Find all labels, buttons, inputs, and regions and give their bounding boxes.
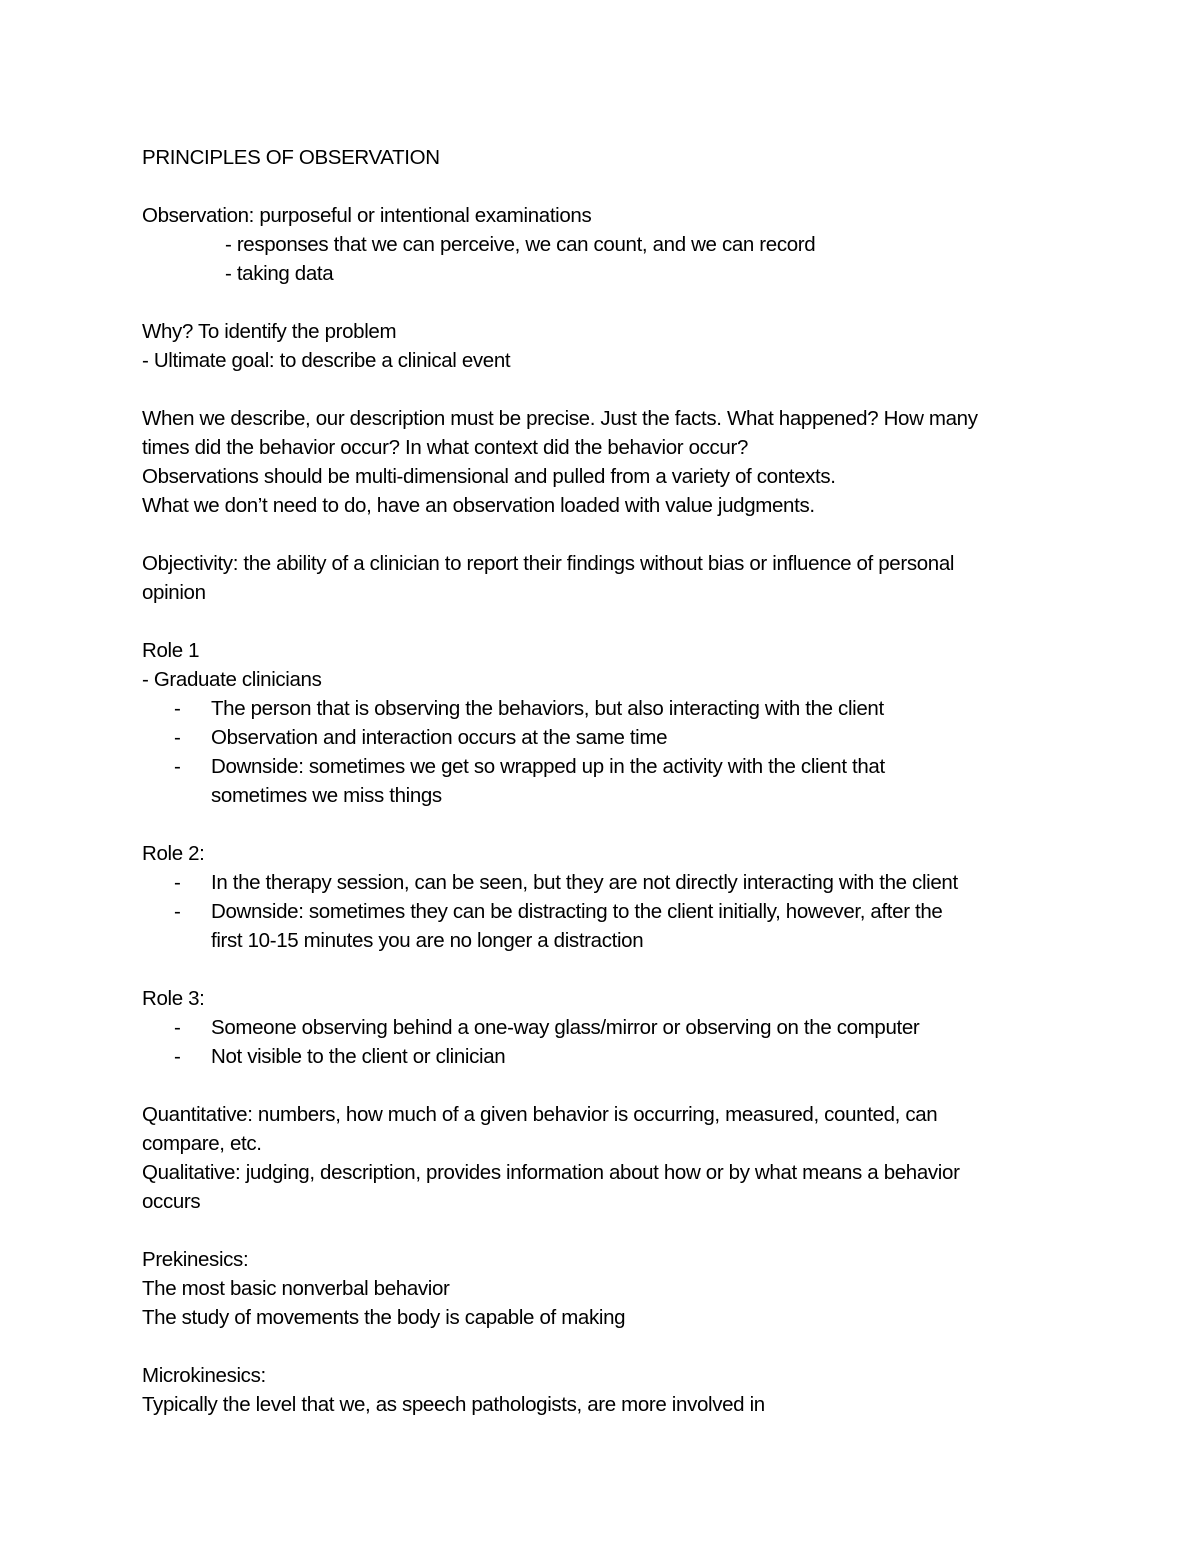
role1-sub: - Graduate clinicians <box>142 668 322 691</box>
ultimate-goal-line: - Ultimate goal: to describe a clinical event <box>142 349 511 372</box>
list-item-text: In the therapy session, can be seen, but they are not directly interacting with the client <box>211 871 958 894</box>
list-item <box>142 897 1072 955</box>
spacer <box>142 810 1072 839</box>
list-item-text: Observation and interaction occurs at the same time <box>211 726 668 749</box>
page-title: PRINCIPLES OF OBSERVATION <box>142 146 440 169</box>
spacer <box>142 288 1072 317</box>
list-item <box>142 868 1072 897</box>
dash-bullet: - <box>174 755 181 778</box>
objectivity-line-1: Objectivity: the ability of a clinician to report their findings without bias or influence of personal <box>142 552 955 575</box>
spacer <box>142 1071 1072 1100</box>
dash-bullet: - <box>174 726 181 749</box>
qualitative-line-1: Qualitative: judging, description, provides information about how or by what means a behavior <box>142 1161 960 1184</box>
spacer <box>142 955 1072 984</box>
observation-definition: Observation: purposeful or intentional examinations <box>142 204 592 227</box>
list-item-text: Someone observing behind a one-way glass/mirror or observing on the computer <box>211 1016 920 1039</box>
dash-bullet: - <box>174 1016 181 1039</box>
list-item-text: Not visible to the client or clinician <box>211 1045 506 1068</box>
document-page <box>142 143 1072 1419</box>
spacer <box>142 375 1072 404</box>
list-item <box>142 1013 1072 1042</box>
list-item-text-continued: first 10-15 minutes you are no longer a distraction <box>211 929 644 952</box>
role2-list <box>142 868 1072 955</box>
spacer <box>142 1332 1072 1361</box>
role3-list <box>142 1013 1072 1071</box>
role1-list <box>142 694 1072 810</box>
prekinesics-heading: Prekinesics: <box>142 1248 249 1271</box>
dash-bullet: - <box>174 697 181 720</box>
why-line: Why? To identify the problem <box>142 320 397 343</box>
role1-heading: Role 1 <box>142 639 200 662</box>
quantitative-line-1: Quantitative: numbers, how much of a given behavior is occurring, measured, counted, can <box>142 1103 938 1126</box>
objectivity-line-2: opinion <box>142 581 206 604</box>
quantitative-line-2: compare, etc. <box>142 1132 262 1155</box>
spacer <box>142 607 1072 636</box>
dash-bullet: - <box>174 871 181 894</box>
list-item-text: Downside: sometimes they can be distracting to the client initially, however, after the <box>211 900 943 923</box>
list-item-text: The person that is observing the behaviors, but also interacting with the client <box>211 697 884 720</box>
list-item <box>142 752 1072 810</box>
observation-sub-2: - taking data <box>225 262 334 285</box>
list-item-text: Downside: sometimes we get so wrapped up in the activity with the client that <box>211 755 885 778</box>
qualitative-line-2: occurs <box>142 1190 201 1213</box>
list-item <box>142 694 1072 723</box>
list-item-text-continued: sometimes we miss things <box>211 784 442 807</box>
microkinesics-line-1: Typically the level that we, as speech pathologists, are more involved in <box>142 1393 765 1416</box>
describe-paragraph-line-2: times did the behavior occur? In what context did the behavior occur? <box>142 436 749 459</box>
spacer <box>142 520 1072 549</box>
value-judgments-line: What we don’t need to do, have an observation loaded with value judgments. <box>142 494 815 517</box>
prekinesics-line-1: The most basic nonverbal behavior <box>142 1277 450 1300</box>
describe-paragraph-line-1: When we describe, our description must be precise. Just the facts. What happened? How many <box>142 407 978 430</box>
dash-bullet: - <box>174 900 181 923</box>
role3-heading: Role 3: <box>142 987 205 1010</box>
microkinesics-heading: Microkinesics: <box>142 1364 266 1387</box>
dash-bullet: - <box>174 1045 181 1068</box>
observation-sub-1: - responses that we can perceive, we can count, and we can record <box>225 233 816 256</box>
spacer <box>142 172 1072 201</box>
list-item <box>142 1042 1072 1071</box>
multidimensional-line: Observations should be multi-dimensional and pulled from a variety of contexts. <box>142 465 836 488</box>
spacer <box>142 1216 1072 1245</box>
prekinesics-line-2: The study of movements the body is capable of making <box>142 1306 626 1329</box>
role2-heading: Role 2: <box>142 842 205 865</box>
list-item <box>142 723 1072 752</box>
